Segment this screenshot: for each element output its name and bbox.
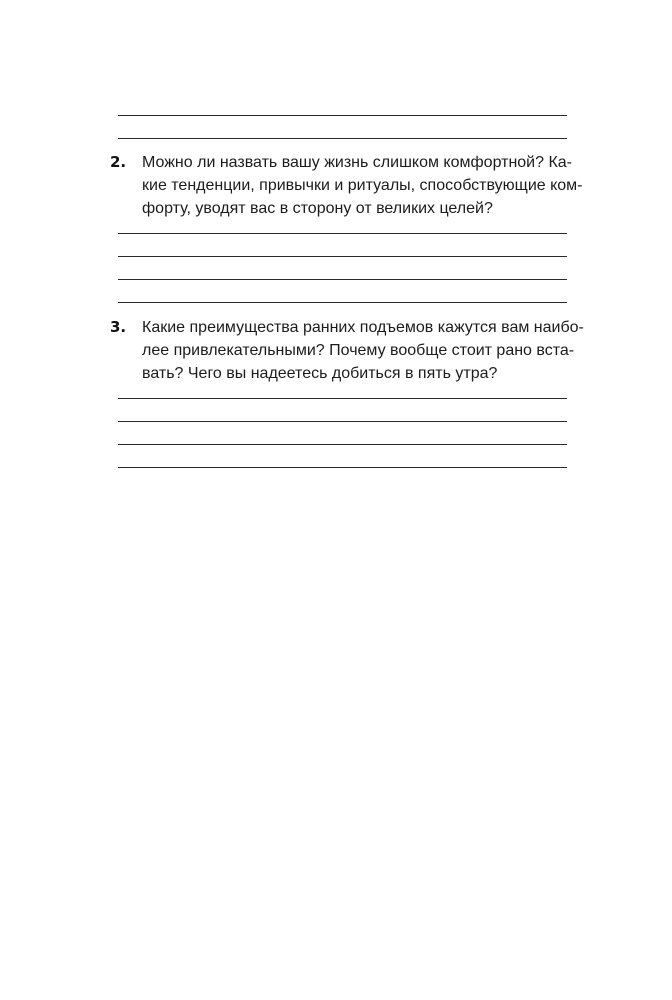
question-number: 3. (110, 318, 127, 336)
answer-line[interactable] (118, 421, 567, 422)
question-text-line: кие тенденции, привычки и ритуалы, способствующие ком- (142, 177, 583, 194)
answer-line (118, 115, 567, 116)
answer-line (118, 138, 567, 139)
question-text-line: лее привлекательными? Почему вообще стоит рано вста- (142, 342, 575, 359)
question-text-line: вать? Чего вы надеетесь добиться в пять утра? (142, 365, 498, 382)
question-text-line: Какие преимущества ранних подъемов кажутся вам наибо- (142, 319, 584, 336)
answer-line[interactable] (118, 279, 567, 280)
answer-line[interactable] (118, 398, 567, 399)
question-number: 2. (110, 153, 127, 171)
question-text-line: форту, уводят вас в сторону от великих целей? (142, 200, 493, 217)
answer-line[interactable] (118, 302, 567, 303)
answer-line[interactable] (118, 444, 567, 445)
question-text-line: Можно ли назвать вашу жизнь слишком комфортной? Ка- (142, 154, 572, 171)
answer-line[interactable] (118, 256, 567, 257)
answer-line[interactable] (118, 467, 567, 468)
answer-line[interactable] (118, 233, 567, 234)
